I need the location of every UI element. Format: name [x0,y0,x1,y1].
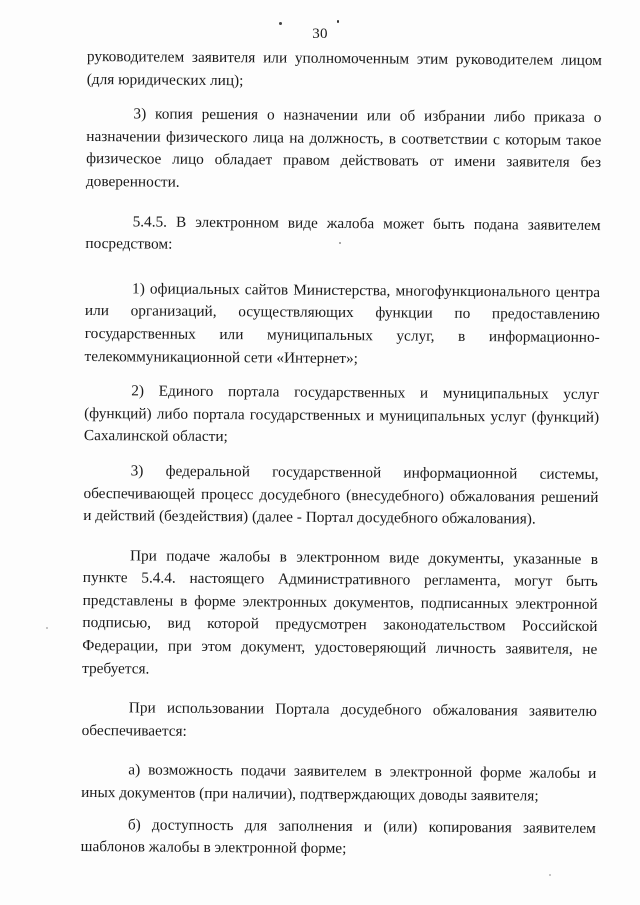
paragraph-portal-provides: При использовании Портала досудебного обжалования заявителю обеспечивается: [81,699,597,740]
scan-speck [46,627,48,629]
paragraph-electronic-documents: При подаче жалобы в электронном виде документы, указанные в пункте 5.4.4. настоящего Административного регламента, могут быть представлены в форме электронных документов, подписанных электронной подписью, вид которой предусмотрен законодательством Российской Федерации, при этом документ, удостоверяющий личность заявителя, не требуется. [82,547,599,678]
paragraph-item-3-federal-system: 3) федеральной государственной информационной системы, обеспечивающей процесс досудебного (внесудебного) обжалования решений и действий (бездействия) (далее - Портал досудебного обжалования). [83,462,599,528]
scan-speck [279,22,282,25]
paragraph-item-2-unified-portal: 2) Единого портала государственных и муниципальных услуг (функций) либо портала государственных и муниципальных услуг (функций) Сахалинской области; [83,382,600,446]
document-body [81,46,602,863]
paragraph-item-1-official-sites: 1) официальных сайтов Министерства, многофункционального центра или организаций, осуществляющих функции по предоставлению государственных или муниципальных услуг, в информационно-телекоммуникационной сети «Интернет»; [84,280,601,367]
page-number: 30 [0,26,640,43]
paragraph-item-3-decision-copy: 3) копия решения о назначении или об избрании либо приказа о назначении физического лица на должность, в соответствии с которым такое физическое лицо обладает правом действовать от имени заявителя без доверенности. [85,105,602,191]
paragraph-item-a: а) возможность подачи заявителем в электронной форме жалобы и иных документов (при наличии), подтверждающих доводы заявителя; [81,761,597,805]
paragraph-item-b: б) доступность для заполнения и (или) копирования заявителем шаблонов жалобы в электронной форме; [80,815,596,858]
scan-speck [549,874,551,876]
paragraph-continuation: руководителем заявителя или уполномоченным этим руководителем лицом (для юридических лиц); [86,47,602,89]
paragraph-5-4-5: 5.4.5. В электронном виде жалоба может быть подана заявителем посредством: [85,212,601,253]
